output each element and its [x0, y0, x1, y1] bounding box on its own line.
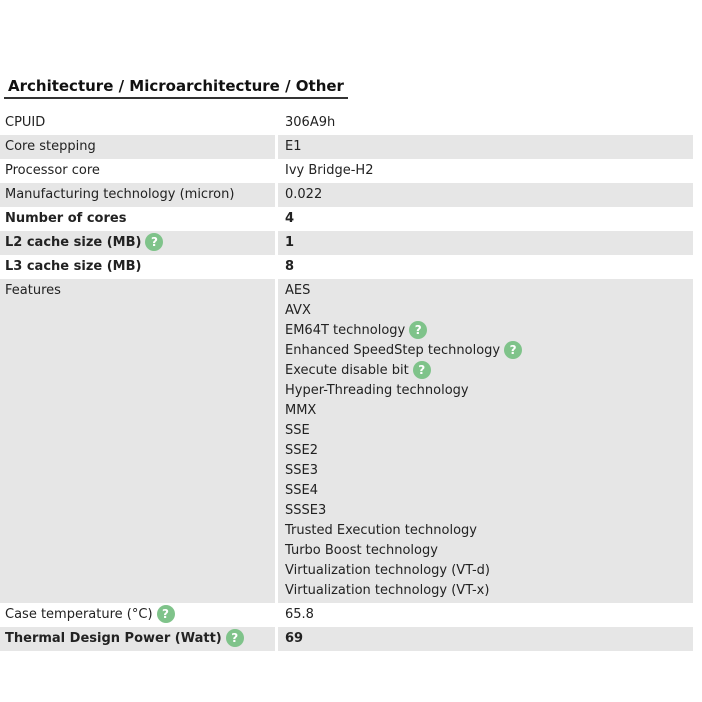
- feature-item-label: EM64T technology: [285, 323, 406, 338]
- l3-cache-value: 8: [285, 259, 295, 274]
- feature-item: SSE3: [285, 463, 318, 478]
- help-icon[interactable]: ?: [504, 341, 522, 359]
- feature-item-with-help: [285, 341, 688, 361]
- case-temperature-value: 65.8: [285, 607, 314, 622]
- case-temperature-label-cell: [0, 603, 278, 627]
- feature-item: Hyper-Threading technology: [285, 383, 469, 398]
- table-row-core-stepping: [0, 135, 693, 159]
- table-row-tdp: [0, 627, 693, 651]
- case-temperature-label: Case temperature (°C): [5, 607, 153, 622]
- manufacturing-technology-value: 0.022: [278, 183, 693, 207]
- feature-item-label: Execute disable bit: [285, 363, 409, 378]
- features-label: Features: [0, 279, 278, 603]
- feature-item: SSE: [285, 423, 310, 438]
- cpuid-label: CPUID: [0, 111, 278, 135]
- number-of-cores-label: Number of cores: [0, 207, 278, 231]
- help-icon[interactable]: ?: [413, 361, 431, 379]
- table-row-cpuid: [0, 111, 693, 135]
- feature-item: AES: [285, 283, 311, 298]
- feature-item-with-help: [285, 361, 688, 381]
- table-row-manufacturing-technology: [0, 183, 693, 207]
- l2-cache-label: L2 cache size (MB): [5, 235, 142, 250]
- table-row-l3-cache: [0, 255, 693, 279]
- feature-item: SSE2: [285, 443, 318, 458]
- l3-cache-label: L3 cache size (MB): [0, 255, 278, 279]
- help-icon[interactable]: ?: [409, 321, 427, 339]
- number-of-cores-value: 4: [285, 211, 295, 226]
- cpuid-value: 306A9h: [285, 115, 336, 130]
- tdp-label-cell: [0, 627, 278, 651]
- help-icon[interactable]: ?: [157, 605, 175, 623]
- tdp-label: Thermal Design Power (Watt): [5, 631, 222, 646]
- core-stepping-value: E1: [278, 135, 693, 159]
- table-row-number-of-cores: [0, 207, 693, 231]
- feature-item: SSE4: [285, 483, 318, 498]
- tdp-value: 69: [278, 627, 693, 651]
- table-row-processor-core: [0, 159, 693, 183]
- spec-table: [0, 111, 693, 651]
- core-stepping-label: Core stepping: [0, 135, 278, 159]
- table-row-l2-cache: [0, 231, 693, 255]
- feature-item: AVX: [285, 303, 311, 318]
- help-icon[interactable]: ?: [145, 233, 163, 251]
- feature-item: Turbo Boost technology: [285, 543, 438, 558]
- l2-cache-label-cell: [0, 231, 278, 255]
- processor-core-value: Ivy Bridge-H2: [285, 163, 374, 178]
- feature-item: Virtualization technology (VT-d): [285, 563, 490, 578]
- section-title: Architecture / Microarchitecture / Other: [4, 77, 348, 99]
- feature-item: MMX: [285, 403, 317, 418]
- feature-item: Virtualization technology (VT-x): [285, 583, 490, 598]
- feature-item: Trusted Execution technology: [285, 523, 477, 538]
- table-row-features: [0, 279, 693, 603]
- feature-item-label: Enhanced SpeedStep technology: [285, 343, 501, 358]
- features-list: [278, 279, 693, 603]
- help-icon[interactable]: ?: [226, 629, 244, 647]
- processor-core-label: Processor core: [0, 159, 278, 183]
- manufacturing-technology-label: Manufacturing technology (micron): [0, 183, 278, 207]
- table-row-case-temperature: [0, 603, 693, 627]
- feature-item-with-help: [285, 321, 688, 341]
- l2-cache-value: 1: [278, 231, 693, 255]
- feature-item: SSSE3: [285, 503, 327, 518]
